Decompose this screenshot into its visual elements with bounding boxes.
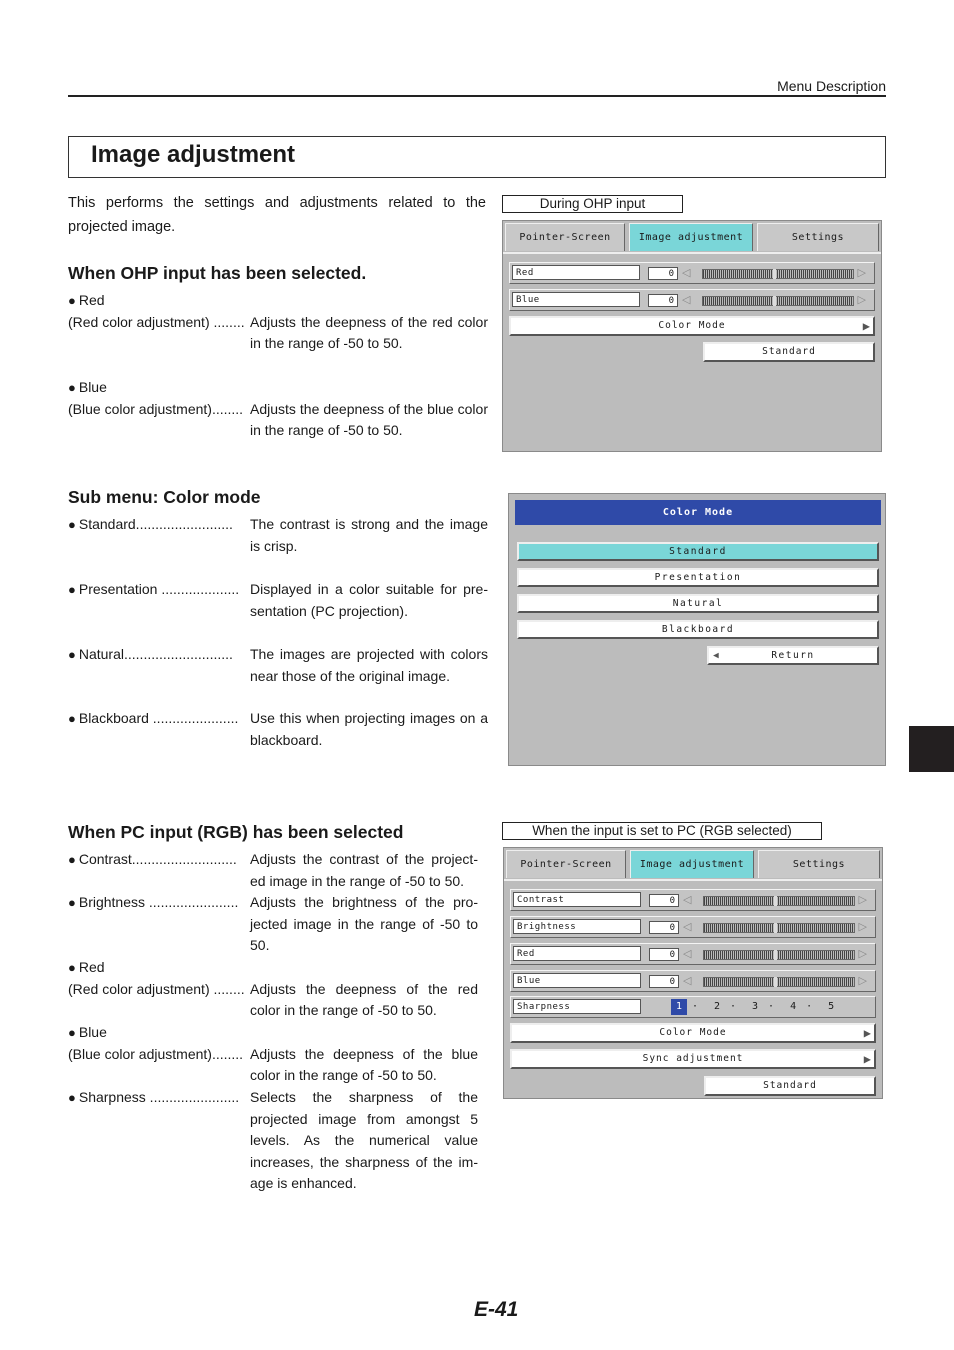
color-mode-title-bar: Color Mode (515, 500, 881, 525)
pc-item-brightness: ● Brightness ....................... Adjusts the brightness of the pro- jected image in the range of -50 to 50. (68, 894, 478, 953)
red-label: Red (513, 946, 641, 961)
color-mode-button[interactable]: Color Mode ▶ (510, 1023, 876, 1043)
option-standard[interactable]: Standard (517, 542, 879, 561)
sharpness-level-3[interactable]: 3 (752, 1001, 759, 1012)
left-arrow-icon[interactable]: ◁ (682, 267, 691, 279)
right-arrow-icon[interactable]: ▷ (858, 975, 867, 987)
submenu-arrow-icon: ▶ (862, 319, 871, 333)
left-arrow-icon[interactable]: ◁ (682, 294, 691, 306)
red-slider[interactable] (703, 950, 855, 960)
tab-underline (503, 252, 881, 254)
left-arrow-icon[interactable]: ◁ (683, 948, 692, 960)
ohp-item-blue: ● Blue (Blue color adjustment)........ Adjusts the deepness of the blue color in the range of -50 to 50. (68, 379, 488, 438)
red-slider-row[interactable] (510, 943, 876, 965)
standard-button[interactable]: Standard (704, 1076, 876, 1096)
section-thumb-tab (909, 726, 954, 772)
slider-handle[interactable] (774, 896, 777, 906)
sharpness-level-2[interactable]: 2 (714, 1001, 721, 1012)
color-mode-item-natural: ● Natural............................ The images are projected with colors near those of the original image. (68, 646, 488, 684)
header-rule (68, 95, 886, 97)
contrast-label: Contrast (513, 892, 641, 907)
slider-handle[interactable] (774, 950, 777, 960)
red-value: 0 (648, 267, 678, 280)
blue-slider[interactable] (703, 977, 855, 987)
option-presentation[interactable]: Presentation (517, 568, 879, 587)
submenu-arrow-icon: ▶ (863, 1052, 872, 1066)
pc-item-contrast: ● Contrast........................... Adjusts the contrast of the project- ed image in the range of -50 to 50. (68, 851, 478, 889)
return-arrow-icon: ◀ (713, 650, 721, 661)
red-slider[interactable] (702, 269, 854, 279)
submenu-arrow-icon: ▶ (863, 1026, 872, 1040)
slider-handle[interactable] (774, 923, 777, 933)
sharpness-level-4[interactable]: 4 (790, 1001, 797, 1012)
brightness-slider-row[interactable] (510, 916, 876, 938)
brightness-value: 0 (649, 921, 679, 934)
right-arrow-icon[interactable]: ▷ (857, 294, 866, 306)
running-header: Menu Description (777, 78, 886, 94)
slider-handle[interactable] (773, 269, 776, 279)
tab-underline (504, 879, 882, 881)
page-number: E-41 (474, 1298, 519, 1321)
ohp-heading: When OHP input has been selected. (68, 263, 367, 283)
sharpness-levels: 1 · 2 · 3 · 4 · 5 (671, 999, 843, 1015)
sharpness-row[interactable] (510, 996, 876, 1018)
ohp-osd-panel (502, 220, 882, 452)
left-arrow-icon[interactable]: ◁ (683, 921, 692, 933)
pc-item-sharpness: ● Sharpness ....................... Selects the sharpness of the projected image from amongst 5 levels. As the numerical value increases, the sharpness of the im- age is enhanced. (68, 1089, 478, 1191)
intro-paragraph: This performs the settings and adjustments related to the projected image. (68, 195, 486, 235)
slider-handle[interactable] (774, 977, 777, 987)
sharpness-level-5[interactable]: 5 (828, 1001, 835, 1012)
pc-item-blue: ● Blue (Blue color adjustment)........ Adjusts the deepness of the blue color in the range of -50 to 50. (68, 1024, 478, 1083)
color-mode-heading: Sub menu: Color mode (68, 487, 261, 507)
right-arrow-icon[interactable]: ▷ (858, 921, 867, 933)
pc-item-red: ● Red (Red color adjustment) ........ Adjusts the deepness of the red color in the range of -50 to 50. (68, 959, 478, 1018)
return-button[interactable]: ◀ Return (707, 646, 879, 665)
right-arrow-icon[interactable]: ▷ (858, 894, 867, 906)
contrast-value: 0 (649, 894, 679, 907)
red-label: Red (512, 265, 640, 280)
color-mode-osd-panel (508, 493, 886, 766)
sharpness-label: Sharpness (513, 999, 641, 1014)
sync-adjustment-button[interactable]: Sync adjustment ▶ (510, 1049, 876, 1069)
brightness-slider[interactable] (703, 923, 855, 933)
right-arrow-icon[interactable]: ▷ (858, 948, 867, 960)
pc-caption: When the input is set to PC (RGB selected) (502, 822, 822, 840)
slider-handle[interactable] (773, 296, 776, 306)
color-mode-item-presentation: ● Presentation .................... Displayed in a color suitable for pre- sentation (PC projection). (68, 581, 488, 619)
option-natural[interactable]: Natural (517, 594, 879, 613)
tab-pointer-screen[interactable]: Pointer-Screen (506, 850, 626, 878)
color-mode-item-standard: ● Standard......................... The contrast is strong and the image is crisp. (68, 516, 488, 554)
sharpness-level-1[interactable]: 1 (671, 999, 687, 1015)
title-box (68, 136, 886, 178)
blue-slider[interactable] (702, 296, 854, 306)
red-value: 0 (649, 948, 679, 961)
tab-settings[interactable]: Settings (758, 850, 880, 878)
tab-image-adjustment[interactable]: Image adjustment (629, 223, 753, 251)
blue-value: 0 (649, 975, 679, 988)
tab-image-adjustment[interactable]: Image adjustment (630, 850, 754, 878)
left-arrow-icon[interactable]: ◁ (683, 975, 692, 987)
left-arrow-icon[interactable]: ◁ (683, 894, 692, 906)
tab-pointer-screen[interactable]: Pointer-Screen (505, 223, 625, 251)
blue-label: Blue (513, 973, 641, 988)
brightness-label: Brightness (513, 919, 641, 934)
ohp-item-red: ● Red (Red color adjustment) ........ Adjusts the deepness of the red color in the range of -50 to 50. (68, 292, 488, 351)
option-blackboard[interactable]: Blackboard (517, 620, 879, 639)
blue-value: 0 (648, 294, 678, 307)
blue-slider-row[interactable] (510, 970, 876, 992)
color-mode-item-blackboard: ● Blackboard ...................... Use this when projecting images on a blackboard. (68, 710, 488, 748)
tab-settings[interactable]: Settings (757, 223, 879, 251)
pc-osd-panel (503, 847, 883, 1099)
blue-slider-row[interactable] (509, 289, 875, 311)
page-title: Image adjustment (91, 141, 296, 168)
red-slider-row[interactable] (509, 262, 875, 284)
contrast-slider-row[interactable] (510, 889, 876, 911)
right-arrow-icon[interactable]: ▷ (857, 267, 866, 279)
contrast-slider[interactable] (703, 896, 855, 906)
standard-button[interactable]: Standard (703, 342, 875, 362)
blue-label: Blue (512, 292, 640, 307)
color-mode-button[interactable]: Color Mode ▶ (509, 316, 875, 336)
pc-heading: When PC input (RGB) has been selected (68, 822, 404, 842)
ohp-caption: During OHP input (502, 195, 683, 213)
